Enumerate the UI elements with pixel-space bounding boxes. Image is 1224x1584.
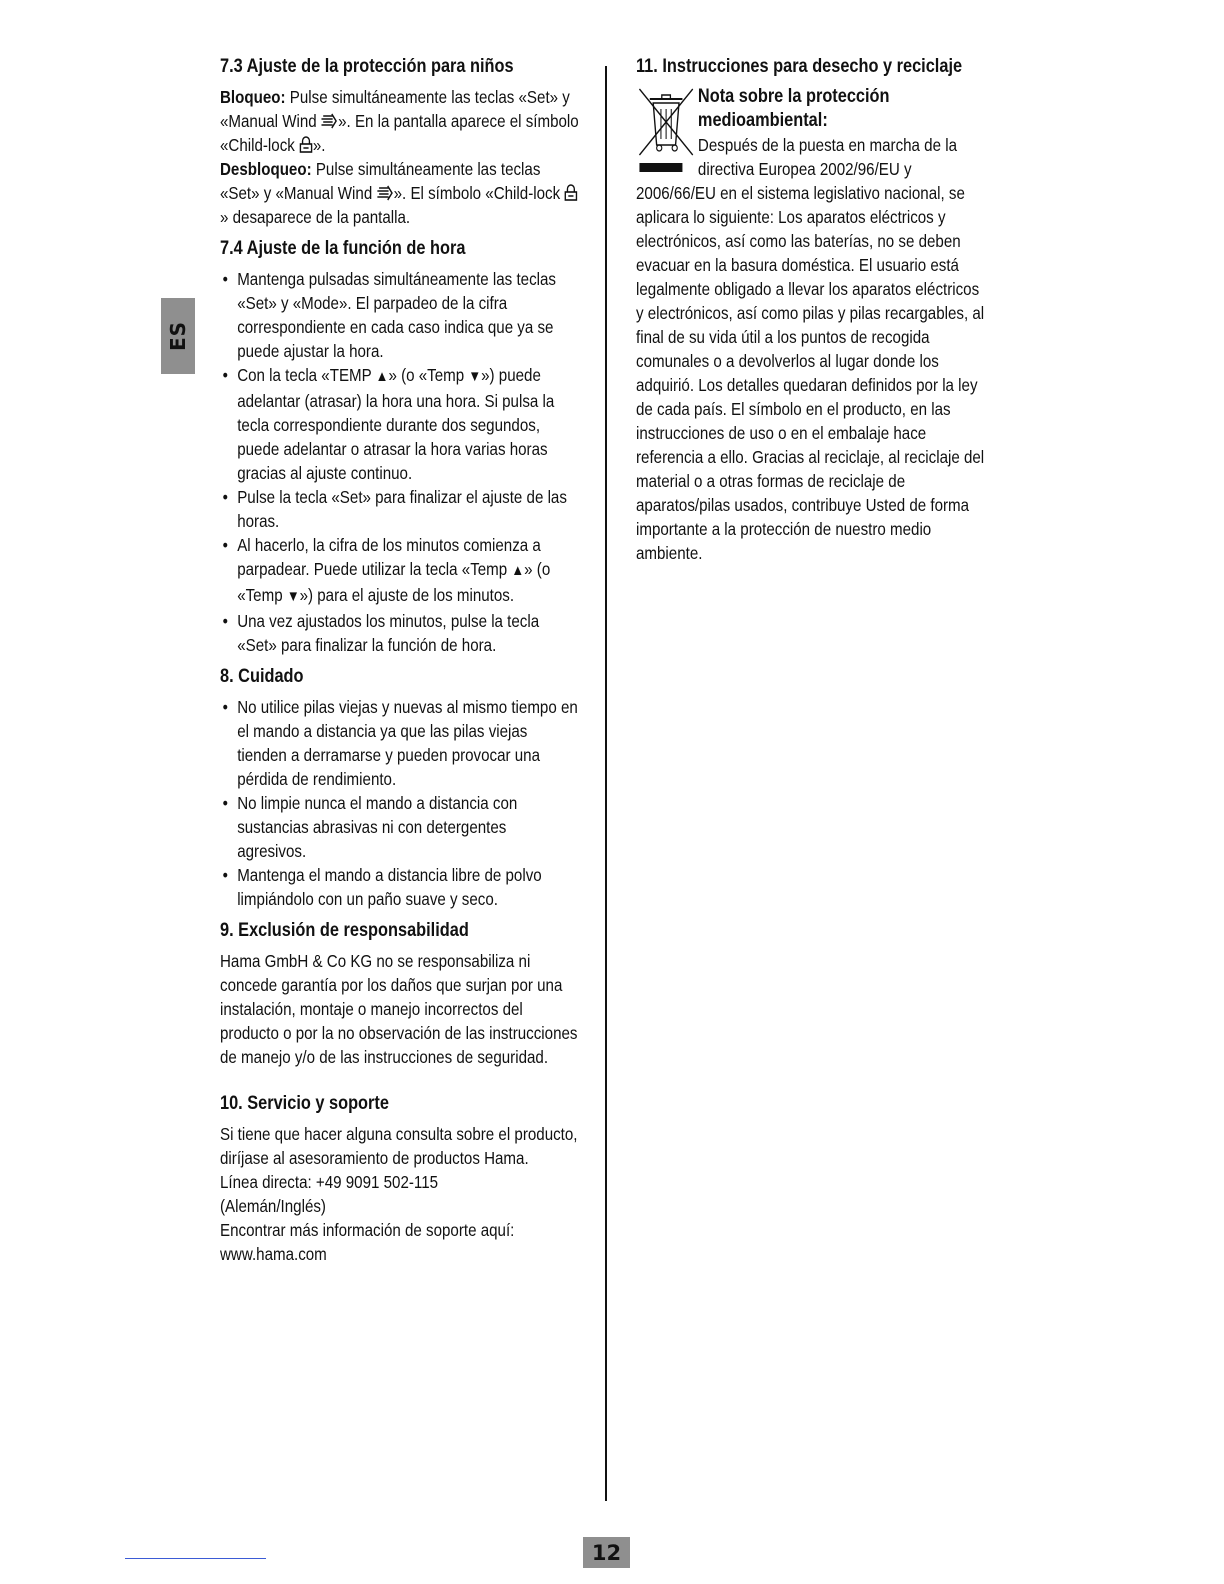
up-arrow-icon: ▲ (511, 562, 525, 579)
lock-label: Bloqueo: (220, 87, 286, 107)
lock-paragraph: Bloqueo: Pulse simultáneamente las teclas «Set» y «Manual Wind ». En la pantalla aparece el símbolo «Child-lock ». (220, 87, 579, 155)
footer-link-line (125, 1558, 266, 1559)
section-child-lock (220, 54, 579, 229)
unlock-label: Desbloqueo: (220, 159, 312, 179)
language-tab (161, 298, 195, 374)
bullet-list (220, 267, 579, 657)
section-title: 10. Servicio y soporte (220, 1093, 389, 1114)
child-lock-icon (564, 184, 578, 201)
page-number-label: 12 (591, 1540, 622, 1565)
section-title: 7.4 Ajuste de la función de hora (220, 238, 466, 259)
down-arrow-icon: ▼ (468, 368, 482, 385)
disclaimer-text: Hama GmbH & Co KG no se responsabiliza ni concede garantía por los daños que surjan por una instalación, montaje o manejo incorrectos del producto o por la no observación de las instrucciones de manejo y/o de las instrucciones de seguridad. (220, 951, 578, 1067)
hotline-languages: (Alemán/Inglés) (220, 1196, 326, 1216)
column-divider (605, 66, 607, 1501)
page-number (583, 1537, 630, 1568)
left-column (220, 54, 579, 1273)
bullet-list (220, 695, 579, 911)
section-title: 9. Exclusión de responsabilidad (220, 920, 469, 941)
section-disposal (636, 54, 990, 565)
list-item: • Mantenga pulsadas simultáneamente las teclas «Set» y «Mode». El parpadeo de la cifra correspondiente en cada caso indica que ya se puede ajustar la hora. (220, 267, 579, 363)
disposal-text: Después de la puesta en marcha de la directiva Europea 2002/96/EU y 2006/66/EU en el sistema legislativo nacional, se aplicara lo siguiente: Los aparatos eléctricos y electrónicos, así como las baterías, no se deben evacuar en la basura doméstica. El usuario está legalmente obligado a llevar los aparatos eléctricos y electrónicos, así como pilas y pilas recargables, al final de su vida útil a los puntos de recogida comunales o a devolverlos al lugar donde los adquirió. Los detalles quedaran definidos por la ley de cada país. El símbolo en el producto, en las instrucciones de uso o en el embalaje hace referencia a ello. Gracias al reciclaje, al reciclaje del material o a otras formas de reciclaje de aparatos/pilas usados, contribuye Usted de forma importante a la protección de nuestro medio ambiente. (636, 135, 985, 563)
note-title: Nota sobre la protección medioambiental: (697, 86, 890, 131)
down-arrow-icon: ▼ (286, 588, 300, 605)
right-column (636, 54, 990, 572)
service-text: Si tiene que hacer alguna consulta sobre el producto, diríjase al asesoramiento de productos Hama. (220, 1124, 578, 1168)
hotline-text: Línea directa: +49 9091 502-115 (220, 1172, 439, 1192)
unlock-paragraph: Desbloqueo: Pulse simultáneamente las teclas «Set» y «Manual Wind ». El símbolo «Child-lock » desaparece de la pantalla. (220, 157, 579, 229)
section-care (220, 664, 579, 911)
child-lock-icon (299, 136, 313, 153)
section-time-setting (220, 236, 579, 657)
manual-wind-icon (376, 185, 393, 201)
section-disclaimer (220, 918, 579, 1069)
list-item: • No limpie nunca el mando a distancia con sustancias abrasivas ni con detergentes agresivos. (220, 791, 579, 863)
section-title: 8. Cuidado (220, 666, 304, 687)
list-item: • Con la tecla «TEMP ▲» (o «Temp ▼») puede adelantar (atrasar) la hora una hora. Si pulsa la tecla correspondiente durante dos segundos, puede adelantar o atrasar la hora varias horas gracias al ajuste continuo. (220, 363, 579, 485)
list-item: • Al hacerlo, la cifra de los minutos comienza a parpadear. Puede utilizar la tecla «Temp ▲» (o «Temp ▼») para el ajuste de los minutos. (220, 533, 579, 609)
environment-note (636, 85, 990, 565)
website-link[interactable]: www.hama.com (220, 1244, 327, 1264)
up-arrow-icon: ▲ (375, 368, 389, 385)
language-tab-label: ES (165, 320, 190, 352)
list-item: • Pulse la tecla «Set» para finalizar el ajuste de las horas. (220, 485, 579, 533)
list-item: • Una vez ajustados los minutos, pulse la tecla «Set» para finalizar la función de hora. (220, 609, 579, 657)
section-title: 11. Instrucciones para desecho y reciclaje (636, 56, 963, 77)
more-info-text: Encontrar más información de soporte aquí: (220, 1220, 515, 1240)
list-item: • No utilice pilas viejas y nuevas al mismo tiempo en el mando a distancia ya que las pilas viejas tienden a derramarse y pueden provocar una pérdida de rendimiento. (220, 695, 579, 791)
weee-bin-icon (636, 85, 698, 175)
list-item: • Mantenga el mando a distancia libre de polvo limpiándolo con un paño suave y seco. (220, 863, 579, 911)
section-title: 7.3 Ajuste de la protección para niños (220, 56, 514, 77)
section-service (220, 1091, 579, 1266)
manual-wind-icon (321, 113, 338, 129)
